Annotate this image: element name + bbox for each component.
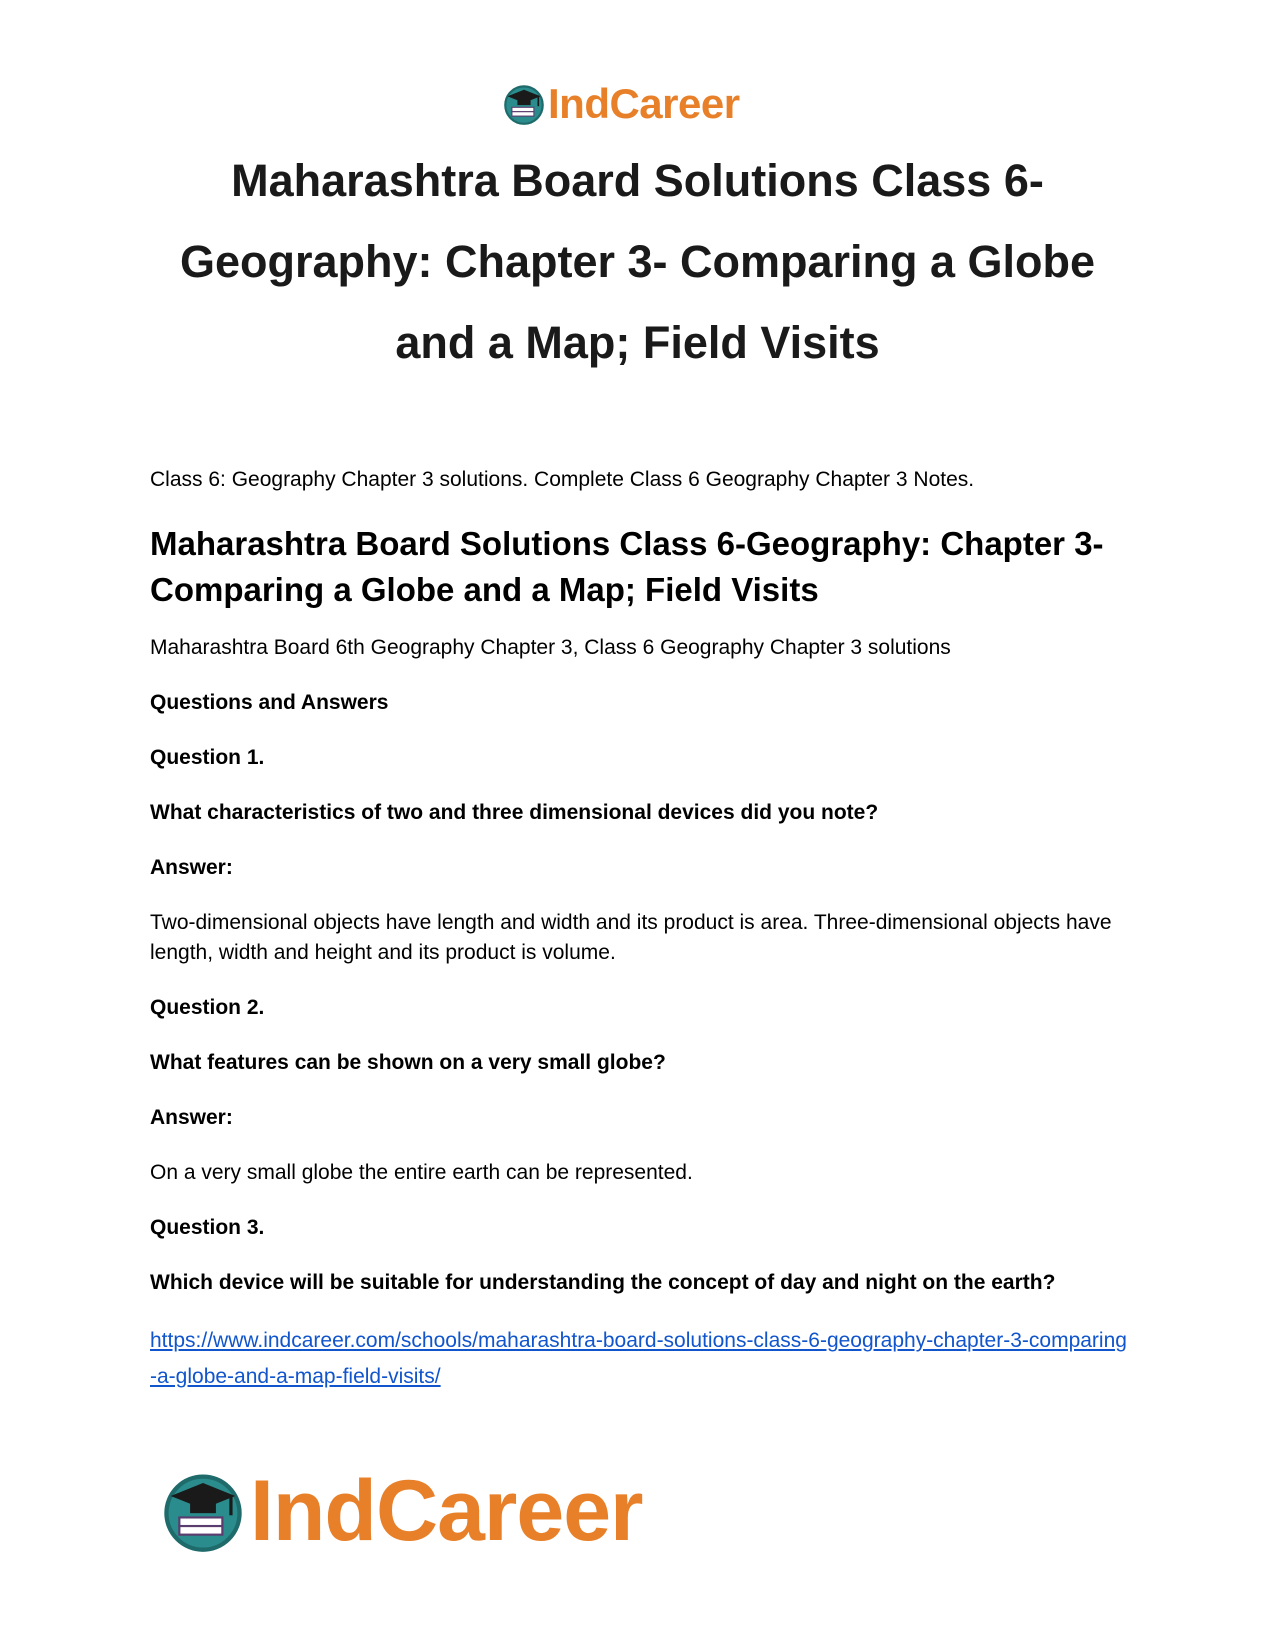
brand-wordmark: IndCareer: [548, 80, 740, 127]
header-logo: [502, 80, 740, 128]
section-heading: Maharashtra Board Solutions Class 6-Geography: Chapter 3- Comparing a Globe and a Map; Field Visits: [150, 525, 1104, 608]
question-label: Question 3.: [150, 1216, 265, 1239]
answer-label: Answer:: [150, 856, 233, 879]
footer-logo: [160, 1463, 643, 1559]
answer-text: On a very small globe the entire earth can be represented.: [150, 1161, 693, 1184]
question-text: What features can be shown on a very small globe?: [150, 1051, 666, 1074]
question-text: What characteristics of two and three dimensional devices did you note?: [150, 801, 879, 824]
graduation-cap-globe-icon: [160, 1468, 246, 1554]
answer-label: Answer:: [150, 1106, 233, 1129]
qa-heading: Questions and Answers: [150, 691, 389, 714]
graduation-cap-globe-icon: [502, 82, 546, 126]
document-body: [150, 465, 1130, 1395]
subtext: Maharashtra Board 6th Geography Chapter 3, Class 6 Geography Chapter 3 solutions: [150, 636, 951, 659]
page-title: Maharashtra Board Solutions Class 6-Geography: Chapter 3- Comparing a Globe and a Map; Field Visits: [179, 155, 1096, 368]
answer-text: Two-dimensional objects have length and width and its product is area. Three-dimensional objects have length, width and height and its product is volume.: [150, 911, 1112, 964]
brand-wordmark: IndCareer: [250, 1463, 643, 1559]
question-label: Question 1.: [150, 746, 265, 769]
question-label: Question 2.: [150, 996, 265, 1019]
source-link[interactable]: https://www.indcareer.com/schools/maharashtra-board-solutions-class-6-geography-chapter-3-comparing-a-globe-and-a-map-field-visits/: [150, 1329, 1127, 1388]
intro-text: Class 6: Geography Chapter 3 solutions. Complete Class 6 Geography Chapter 3 Notes.: [150, 468, 975, 491]
question-text: Which device will be suitable for understanding the concept of day and night on the earth?: [150, 1271, 1056, 1294]
